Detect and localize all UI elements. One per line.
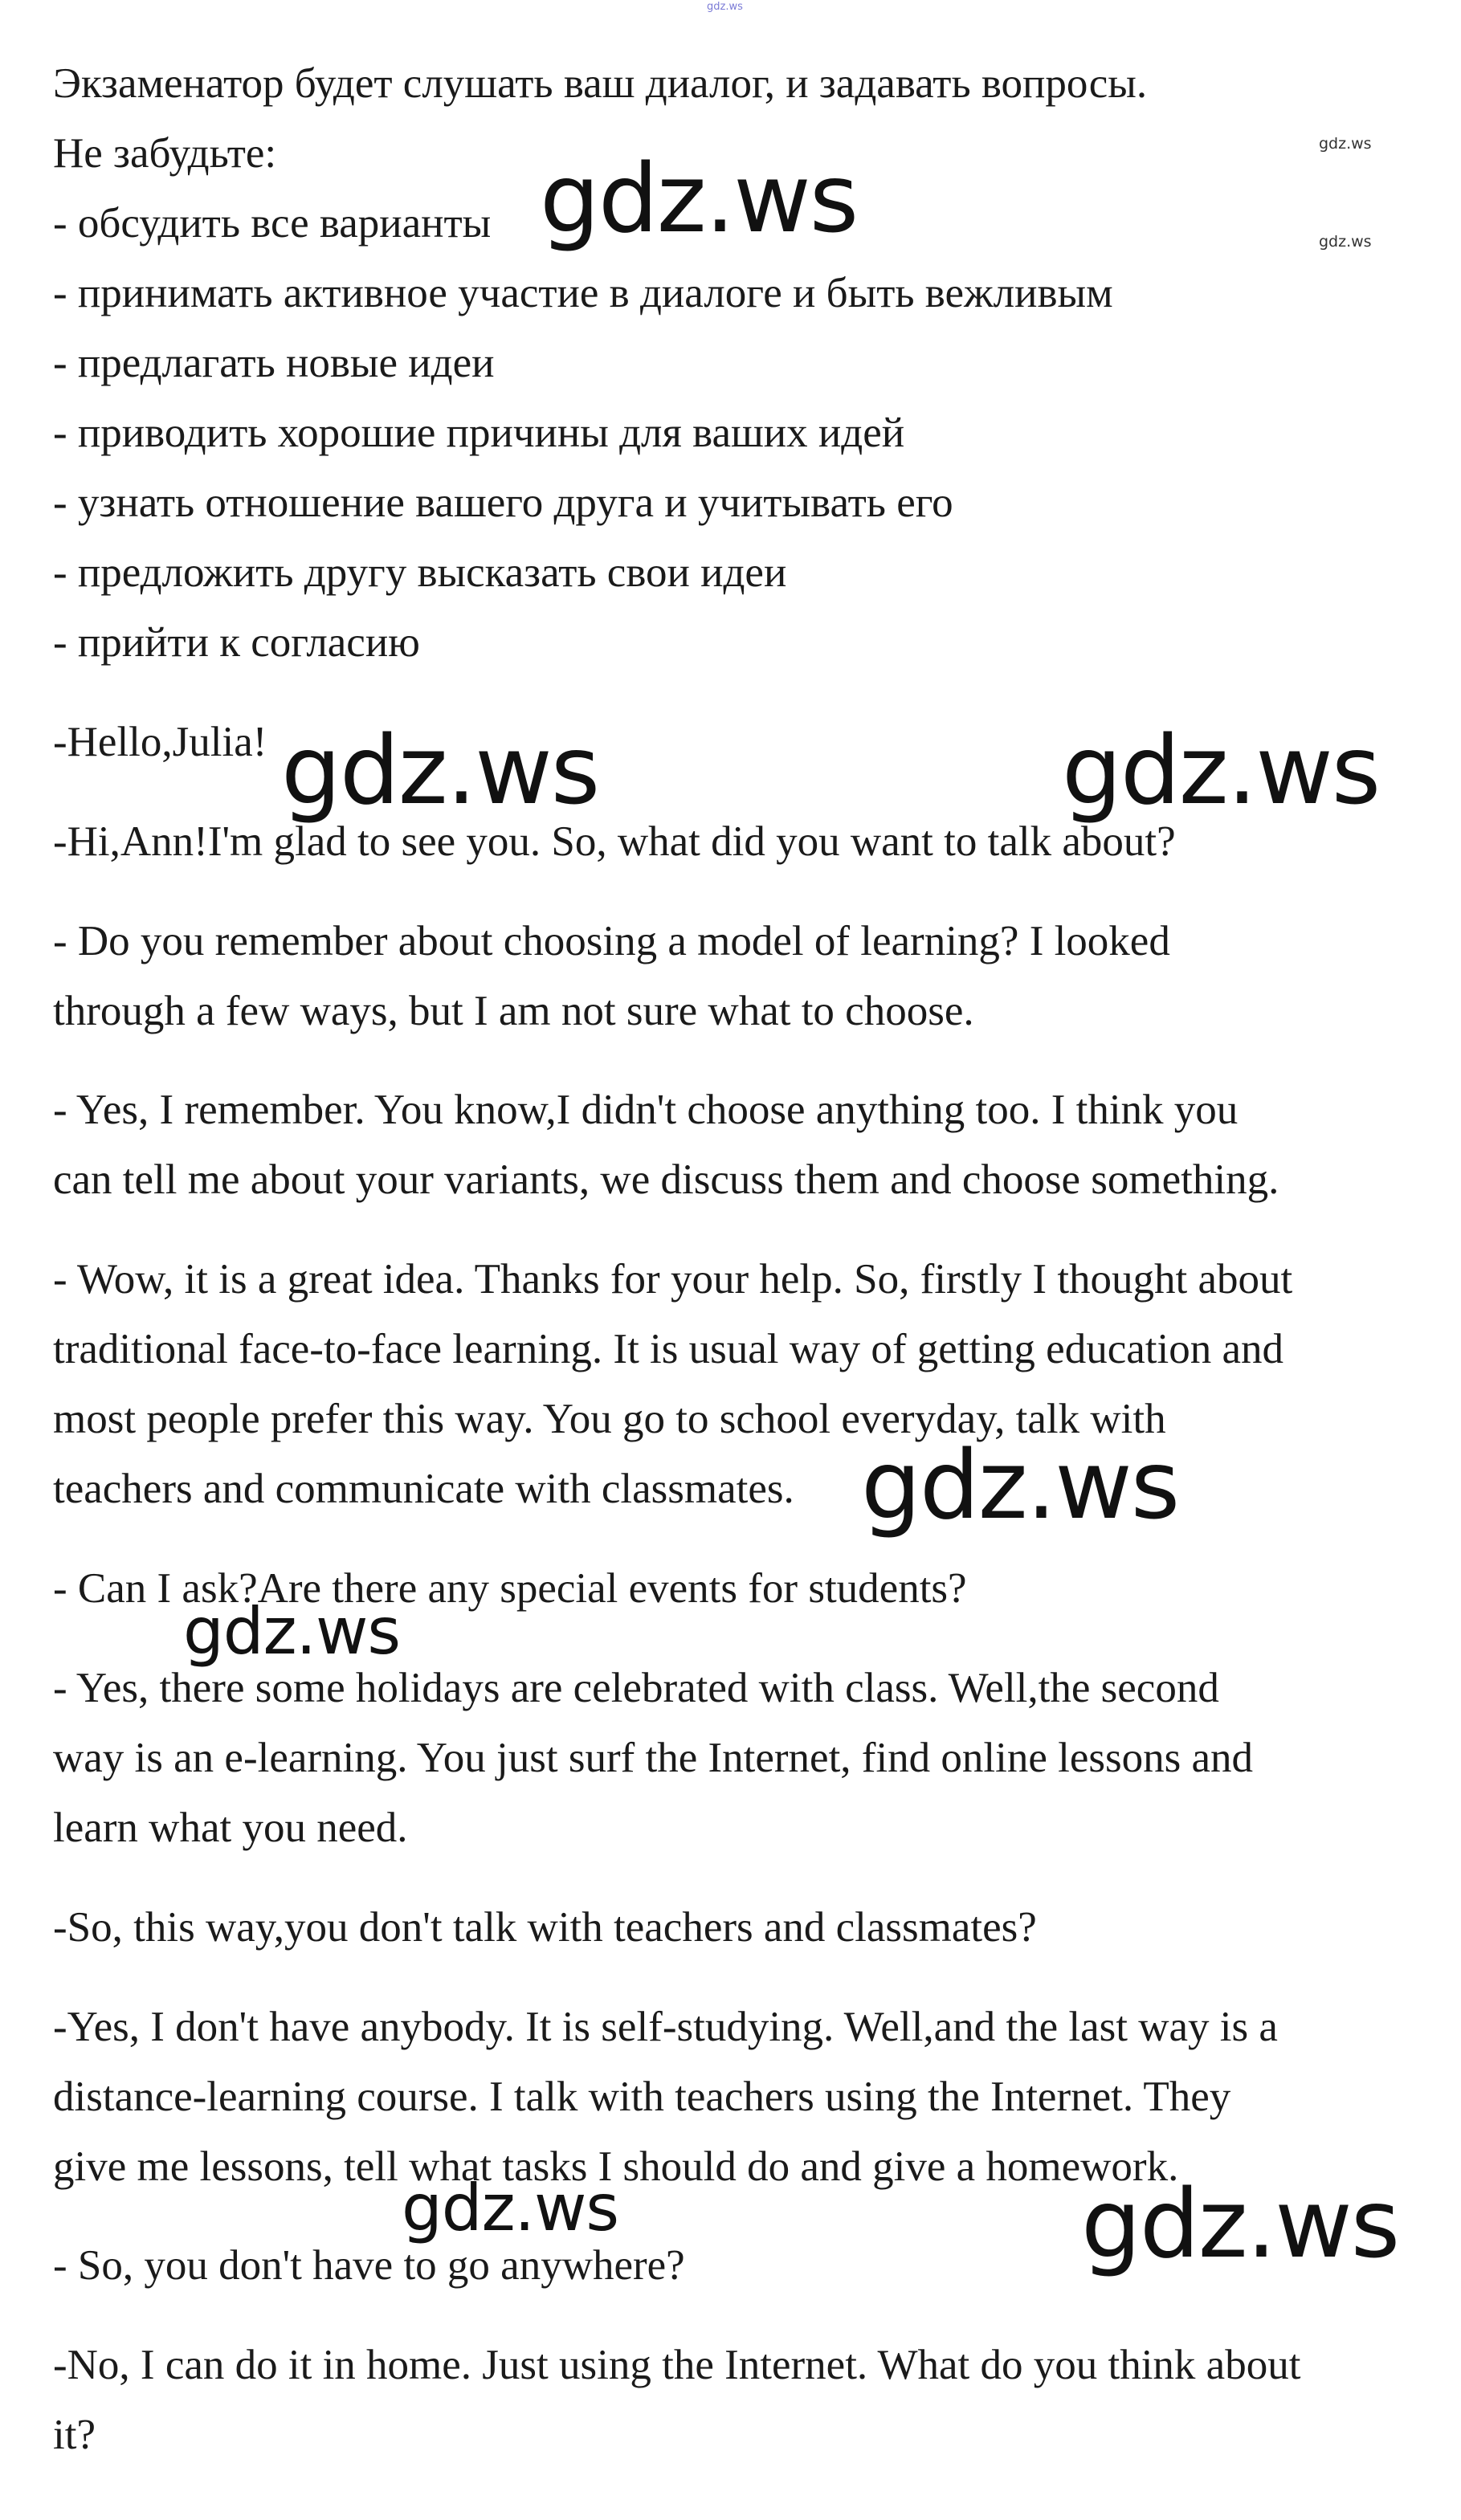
dialogue-line: way is an e-learning. You just surf the Internet, find online lessons and <box>53 1735 1254 1781</box>
watermark-side: gdz.ws <box>1319 135 1372 153</box>
watermark: gdz.ws <box>861 1429 1179 1540</box>
dialogue-line: teachers and communicate with classmates. <box>53 1466 794 1512</box>
dialogue-line: -No, I can do it in home. Just using the Internet. What do you think about <box>53 2342 1301 2388</box>
instruction-item: - предложить другу высказать свои идеи <box>53 549 787 596</box>
instruction-item: - обсудить все варианты <box>53 200 492 247</box>
dialogue-line: can tell me about your variants, we discuss them and choose something. <box>53 1156 1279 1203</box>
dialogue-line: most people prefer this way. You go to school everyday, talk with <box>53 1396 1166 1442</box>
instructions-intro: Экзаменатор будет слушать ваш диалог, и задавать вопросы. <box>53 60 1148 107</box>
dialogue-line: - Yes, there some holidays are celebrated with class. Well,the second <box>53 1665 1219 1711</box>
watermark: gdz.ws <box>1062 715 1380 826</box>
dialogue-line: distance-learning course. I talk with teachers using the Internet. They <box>53 2073 1231 2120</box>
watermark: gdz.ws <box>402 2171 619 2245</box>
dialogue-line: - So, you don't have to go anywhere? <box>53 2242 685 2289</box>
dialogue-line: give me lessons, tell what tasks I should do and give a homework. <box>53 2143 1179 2190</box>
watermark-side: gdz.ws <box>1319 233 1372 251</box>
watermark-top: gdz.ws <box>707 1 743 13</box>
dialogue-line: -Yes, I don't have anybody. It is self-studying. Well,and the last way is a <box>53 2004 1278 2050</box>
instruction-item: - узнать отношение вашего друга и учитывать его <box>53 479 953 526</box>
dialogue-line: -So, this way,you don't talk with teachers and classmates? <box>53 1904 1037 1951</box>
dialogue-line: it? <box>53 2412 96 2458</box>
instruction-item: - предлагать новые идеи <box>53 340 495 386</box>
dialogue-line: - Wow, it is a great idea. Thanks for your help. So, firstly I thought about <box>53 1256 1293 1303</box>
dialogue-line: - Yes, I remember. You know,I didn't choose anything too. I think you <box>53 1087 1239 1133</box>
instruction-item: - прийти к согласию <box>53 619 420 666</box>
dialogue-line: through a few ways, but I am not sure what to choose. <box>53 988 974 1034</box>
dialogue-line: -Hi,Ann!I'm glad to see you. So, what did you want to talk about? <box>53 818 1176 865</box>
instruction-item: - принимать активное участие в диалоге и быть вежливым <box>53 270 1113 316</box>
dialogue-line: learn what you need. <box>53 1804 408 1851</box>
dialogue-line: traditional face-to-face learning. It is usual way of getting education and <box>53 1326 1283 1372</box>
watermark: gdz.ws <box>540 143 858 254</box>
dialogue-line: - Can I ask?Are there any special events for students? <box>53 1565 967 1612</box>
watermark: gdz.ws <box>183 1594 401 1669</box>
instruction-item: - приводить хорошие причины для ваших идей <box>53 410 905 456</box>
instructions-reminder: Не забудьте: <box>53 130 277 177</box>
watermark: gdz.ws <box>281 715 599 826</box>
dialogue-line: -Hello,Julia! <box>53 719 267 765</box>
watermark: gdz.ws <box>1081 2168 1399 2279</box>
dialogue-line: - Do you remember about choosing a model of learning? I looked <box>53 918 1170 964</box>
